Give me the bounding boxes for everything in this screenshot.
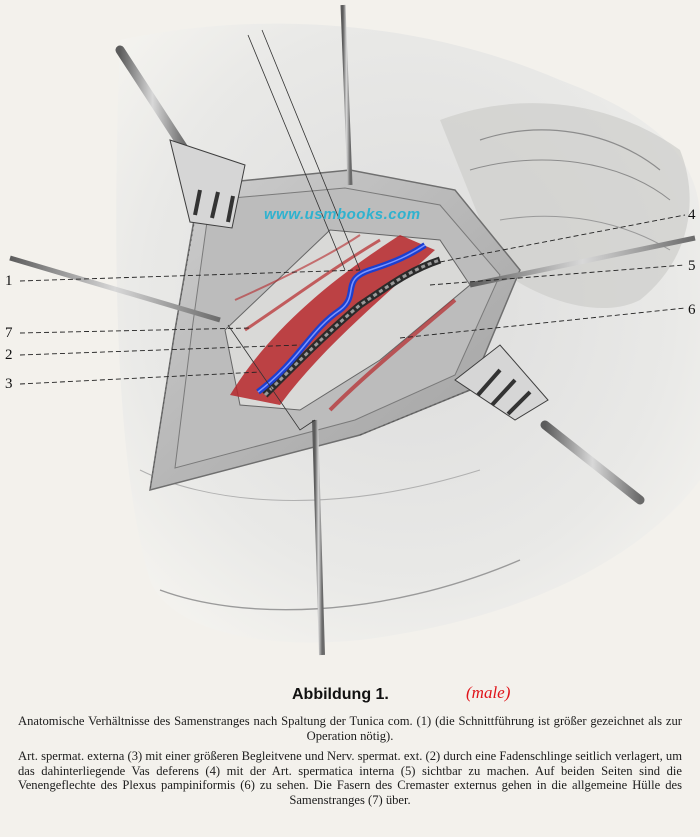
caption-heading-row — [0, 678, 700, 703]
figure-note: (male) — [466, 683, 511, 702]
watermark-text: www.usmbooks.com — [264, 206, 421, 223]
figure-caption — [0, 672, 700, 807]
callout-6: 6 — [688, 302, 696, 318]
caption-paragraph-1: Anatomische Verhältnisse des Samenstranges nach Spaltung der Tunica com. (1) (die Schnittführung ist größer gezeichnet als zur Operation nötig). — [18, 714, 682, 743]
callout-5: 5 — [688, 258, 696, 274]
caption-paragraph-2: Art. spermat. externa (3) mit einer größeren Begleitvene und Nerv. spermat. ext. (2) durch eine Fadenschlinge seitlich verlagert, um das dahinterliegende Vas deferens (4) mit der Art. spermatica interna (5) sichtbar zu machen. Auf beiden Seiten sind die Venengeflechte des Plexus pampiniformis (6) zu sehen. Die Fasern des Cremaster externus gehen in die allgemeine Hülle des Samenstranges (7) über. — [18, 749, 682, 807]
callout-7: 7 — [5, 325, 13, 341]
callout-1: 1 — [5, 273, 13, 289]
figure-title: Abbildung 1. — [292, 686, 389, 703]
callout-3: 3 — [5, 376, 13, 392]
callout-4: 4 — [688, 207, 696, 223]
callout-2: 2 — [5, 347, 13, 363]
